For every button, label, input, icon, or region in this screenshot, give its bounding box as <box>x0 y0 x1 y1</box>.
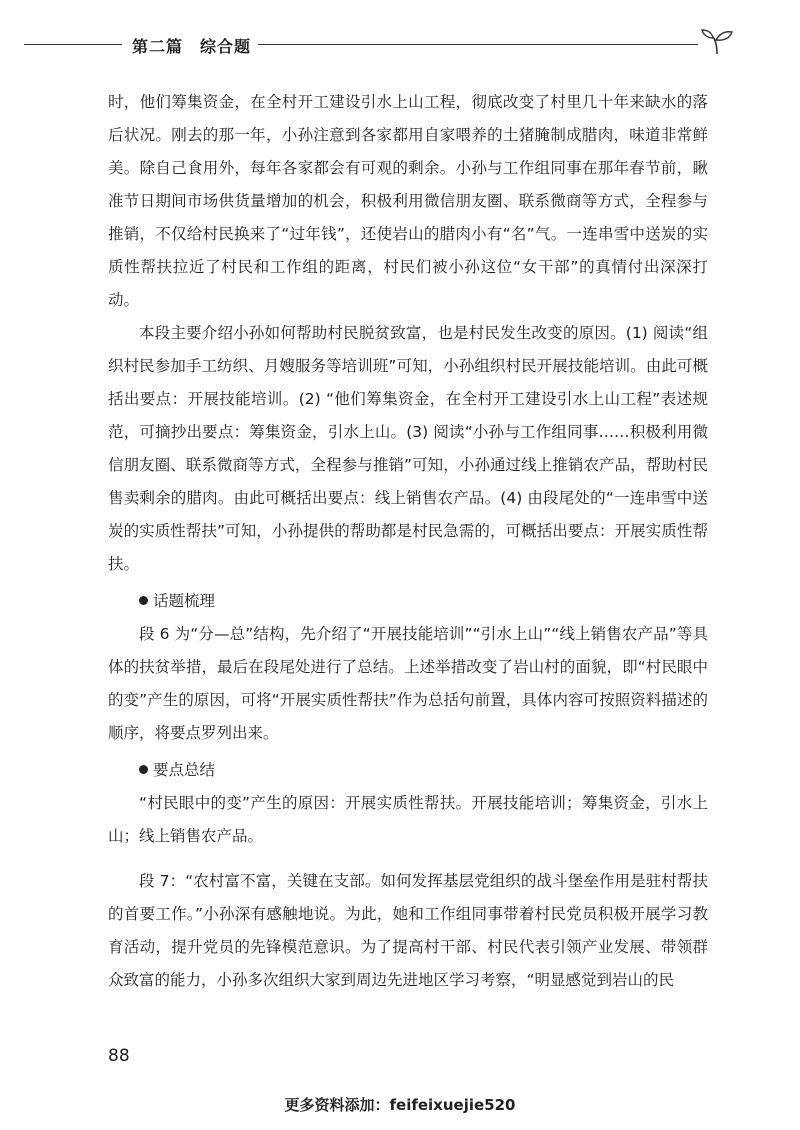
summary-heading-label: 要点总结 <box>153 761 216 779</box>
page-header <box>20 28 760 58</box>
topic-heading-label: 话题梳理 <box>153 592 216 610</box>
topic-heading <box>108 585 708 618</box>
material-paragraph-6-continued: 时，他们筹集资金，在全村开工建设引水上山工程，彻底改变了村里几十年来缺水的落后状况。刚去的那一年，小孙注意到各家都用自家喂养的土猪腌制成腊肉，味道非常鲜美。除自己食用外，每年各家都会有可观的剩余。小孙与工作组同事在那年春节前，瞅准节日期间市场供货量增加的机会，积极利用微信朋友圈、联系微商等方式，全程参与推销，不仅给村民换来了“过年钱”，还使岩山的腊肉小有“名”气。一连串雪中送炭的实质性帮扶拉近了村民和工作组的距离，村民们被小孙这位“女干部”的真情付出深深打动。 <box>108 93 708 309</box>
bullet-icon <box>139 765 148 774</box>
analysis-paragraph: 本段主要介绍小孙如何帮助村民脱贫致富，也是村民发生改变的原因。(1) 阅读“组织村民参加手工纺织、月嫂服务等培训班”可知，小孙组织村民开展技能培训。由此可概括出要点：开展技能培训。(2) “他们筹集资金，在全村开工建设引水上山工程”表述规范，可摘抄出要点：筹集资金，引水上山。(3) 阅读“小孙与工作组同事……积极利用微信朋友圈、联系微商等方式，全程参与推销”可知，小孙通过线上推销农产品，帮助村民售卖剩余的腊肉。由此可概括出要点：线上销售农产品。(4) 由段尾处的“一连串雪中送炭的实质性帮扶”可知，小孙提供的帮助都是村民急需的，可概括出要点：开展实质性帮扶。 <box>108 324 708 573</box>
bullet-icon <box>139 596 148 605</box>
section-spacer <box>108 853 708 865</box>
summary-heading <box>108 754 708 787</box>
page-number: 88 <box>108 1046 130 1066</box>
sprout-icon <box>700 28 734 56</box>
footer-note: 更多资料添加：feifeixuejie520 <box>284 1096 516 1114</box>
topic-text: 段 6 为“分—总”结构，先介绍了“开展技能培训”“引水上山”“线上销售农产品”等具体的扶贫举措，最后在段尾处进行了总结。上述举措改变了岩山村的面貌，即“村民眼中的变”产生的原因，可将“开展实质性帮扶”作为总括句前置，具体内容可按照资料描述的顺序，将要点罗列出来。 <box>108 625 708 742</box>
header-rule-left <box>24 44 122 45</box>
material-paragraph-7: 段 7：“农村富不富，关键在支部。如何发挥基层党组织的战斗堡垒作用是驻村帮扶的首要工作。”小孙深有感触地说。为此，她和工作组同事带着村民党员积极开展学习教育活动，提升党员的先锋模范意识。为了提高村干部、村民代表引领产业发展、带领群众致富的能力，小孙多次组织大家到周边先进地区学习考察，“明显感觉到岩山的民 <box>108 872 708 989</box>
page-body <box>108 86 708 997</box>
chapter-title: 第二篇 综合题 <box>132 37 252 56</box>
summary-text: “村民眼中的变”产生的原因：开展实质性帮扶。开展技能培训；筹集资金，引水上山；线上销售农产品。 <box>108 794 708 845</box>
header-rule-right <box>258 44 698 45</box>
